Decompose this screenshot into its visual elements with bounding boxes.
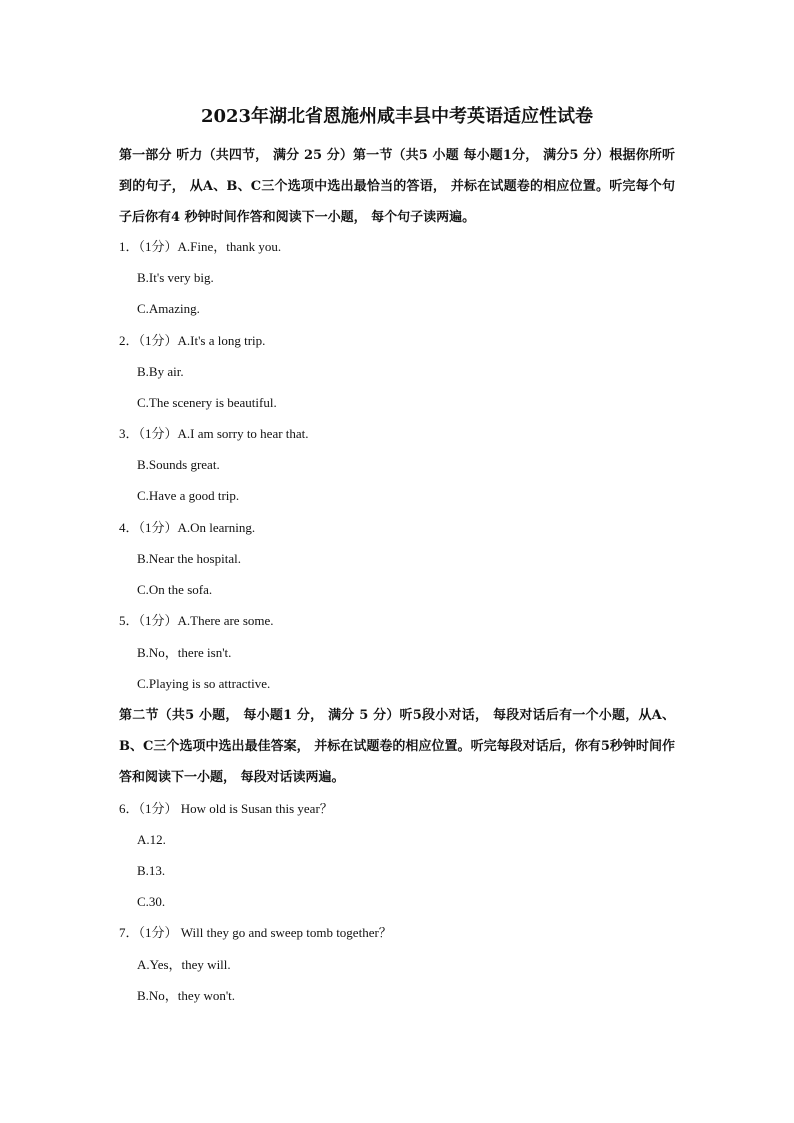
question-1-option-b: B.It's very big. [137,270,214,285]
section2-instructions: 第二节（共5 小题， 每小题1 分， 满分 5 分）听5段小对话， 每段对话后有一个小题，从A、B、C三个选项中选出最佳答案， 并标在试题卷的相应位置。听完每段对话后，你有5秒钟时间作答和阅读下一小题， 每段对话读两遍。 [119,708,675,785]
question-2-option-b: B.By air. [137,364,184,379]
question-3-option-c: C.Have a good trip. [137,488,240,503]
question-7-option-b: B.No，they won't. [137,988,236,1003]
question-6: 6．（1分） How old is Susan this year？ [119,801,333,816]
question-5: 5．（1分）A.There are some. [119,613,274,628]
question-3-option-b: B.Sounds great. [137,457,220,472]
question-6-option-c: C.30. [137,894,166,909]
question-1: 1．（1分）A.Fine，thank you. [119,239,282,254]
question-5-option-b: B.No，there isn't. [137,645,232,660]
question-6-option-b: B.13. [137,863,166,878]
question-4-option-c: C.On the sofa. [137,582,213,597]
question-3: 3．（1分）A.I am sorry to hear that. [119,426,309,441]
part1-instructions: 第一部分 听力（共四节， 满分 25 分）第一节（共5 小题 每小题1分， 满分5 分）根据你所听到的句子， 从A、B、C三个选项中选出最恰当的答语， 并标在试题卷的相应位置。听完每个句子后你有4 秒钟时间作答和阅读下一小题， 每个句子读两遍。 [119,148,675,225]
question-2: 2．（1分）A.It's a long trip. [119,333,266,348]
question-4-option-b: B.Near the hospital. [137,551,241,566]
question-7: 7．（1分） Will they go and sweep tomb together？ [119,925,392,940]
question-5-option-c: C.Playing is so attractive. [137,676,271,691]
question-1-option-c: C.Amazing. [137,301,200,316]
question-2-option-c: C.The scenery is beautiful. [137,395,277,410]
question-6-option-a: A.12. [137,832,166,847]
question-4: 4．（1分）A.On learning. [119,520,256,535]
question-7-option-a: A.Yes，they will. [137,957,231,972]
page-title: 2023年湖北省恩施州咸丰县中考英语适应性试卷 [200,106,594,127]
